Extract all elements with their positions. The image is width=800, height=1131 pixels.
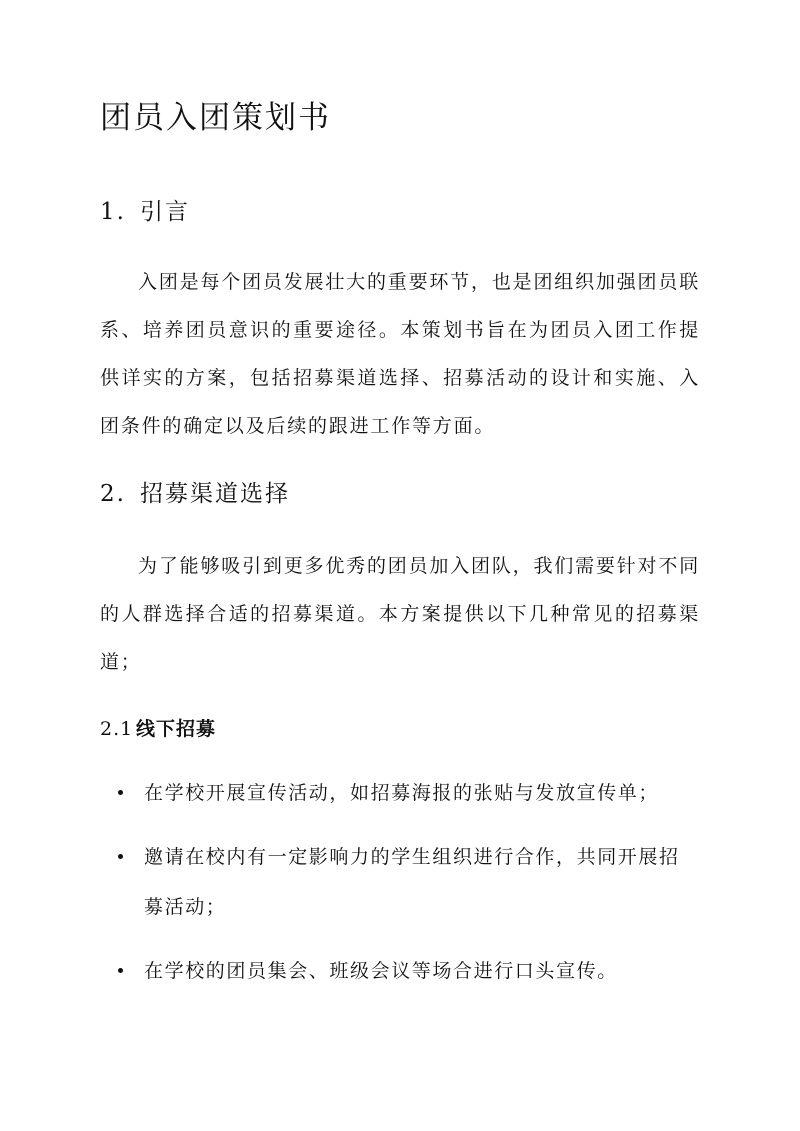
list-item bbox=[100, 832, 700, 932]
section-paragraph-intro: 入团是每个团员发展壮大的重要环节，也是团组织加强团员联系、培养团员意识的重要途径。本策划书旨在为团员入团工作提供详实的方案，包括招募渠道选择、招募活动的设计和实施、入团条件的确定以及后续的跟进工作等方面。 bbox=[100, 271, 700, 437]
list-item bbox=[100, 946, 700, 996]
section-paragraph-recruit-channels: 为了能够吸引到更多优秀的团员加入团队，我们需要针对不同的人群选择合适的招募渠道。本方案提供以下几种常见的招募渠道； bbox=[100, 555, 700, 673]
section-number: 1. bbox=[100, 199, 126, 225]
section-number: 2. bbox=[100, 481, 126, 507]
section-heading-recruit-channels bbox=[100, 476, 290, 512]
subsection-heading-offline bbox=[100, 714, 216, 744]
section-heading-intro bbox=[100, 194, 190, 230]
bullet-icon bbox=[118, 854, 123, 859]
section-title: 引言 bbox=[140, 199, 190, 225]
list-item-text: 邀请在校内有一定影响力的学生组织进行合作，共同开展招募活动； bbox=[144, 846, 680, 918]
document-title: 团员入团策划书 bbox=[100, 100, 331, 136]
bullet-icon bbox=[118, 968, 123, 973]
list-item-text: 在学校的团员集会、班级会议等场合进行口头宣传。 bbox=[144, 960, 618, 982]
list-item-text: 在学校开展宣传活动，如招募海报的张贴与发放宣传单； bbox=[144, 782, 660, 804]
subsection-title: 线下招募 bbox=[136, 718, 217, 740]
subsection-number: 2.1 bbox=[100, 718, 134, 740]
offline-recruit-list bbox=[100, 768, 700, 1010]
list-item bbox=[100, 768, 700, 818]
section-title: 招募渠道选择 bbox=[140, 481, 290, 507]
bullet-icon bbox=[118, 790, 123, 795]
